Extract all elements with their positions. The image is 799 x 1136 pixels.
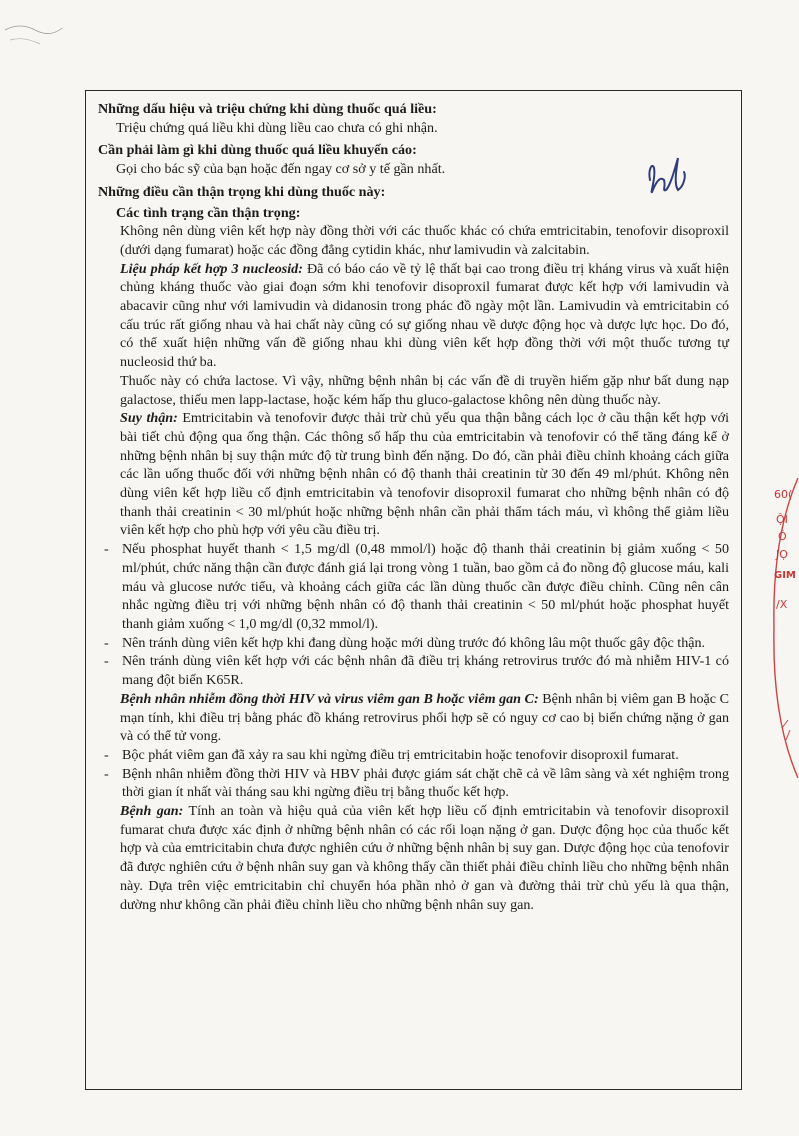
- bullet-marker: -: [104, 653, 109, 670]
- renal-text: Emtricitabin và tenofovir được thải trừ chủ yếu qua thận bằng cách lọc ở cầu thận kết hợp với bài tiết chủ động qua ống thận. Các thông số hấp thu của emtricitabin và tenofovir có thể tăng đáng kể ở những bệnh nhân bị suy thận mức độ từ trung bình đến nặng. Do đó, cần phải điều chỉnh khoảng cách giữa các lần uống thuốc đối với những bệnh nhân có độ thanh thải creatinin từ 30 đến 49 ml/phút. Không nên dùng viên kết hợp liều cố định emtricitabin và tenofovir disoproxil fumarat cho những bệnh nhân có độ thanh thải creatinin < 30 ml/phút hoặc những bệnh nhân cần phải thẩm tách máu, vì không thể giảm liều viên kết hợp cho phù hợp với yêu cầu điều trị.: [120, 410, 730, 539]
- coinfection-paragraph: [98, 690, 729, 746]
- triple-nucleoside-paragraph: [98, 260, 729, 372]
- list-item: [98, 746, 729, 765]
- stamp-line: JỌ: [776, 548, 788, 561]
- overdose-signs-text: Triệu chứng quá liều khi dùng liều cao chưa có ghi nhận.: [116, 119, 438, 136]
- stamp-line: /X: [776, 598, 788, 611]
- coinfection-lead: Bệnh nhân nhiễm đồng thời HIV và virus viêm gan B hoặc viêm gan C:: [120, 690, 539, 707]
- bullet-marker: -: [104, 634, 109, 651]
- list-item: [98, 765, 729, 802]
- renal-bullet-text: Nên tránh dùng viên kết hợp khi đang dùng hoặc mới dùng trước đó không lâu một thuốc gây độc thận.: [122, 634, 706, 651]
- overdose-action-text: Gọi cho bác sỹ của bạn hoặc đến ngay cơ sở y tế gần nhất.: [116, 161, 446, 178]
- overdose-action-heading: Cần phải làm gì khi dùng thuốc quá liều khuyến cáo:: [98, 142, 417, 159]
- list-item: [98, 634, 729, 653]
- red-stamp-edge: [768, 478, 799, 778]
- overdose-signs-heading: Những dấu hiệu và triệu chứng khi dùng thuốc quá liều:: [98, 101, 437, 117]
- renal-lead: Suy thận:: [120, 410, 178, 427]
- coinfection-text: Bệnh nhân bị viêm gan B hoặc C mạn tính, khi điều trị bằng phác đồ kháng retrovirus phối hợp sẽ có nguy cơ cao bị biến chứng nặng ở gan và có thể tử vong.: [120, 690, 730, 745]
- corner-scribble: [0, 0, 90, 60]
- renal-bullet-text: Nên tránh dùng viên kết hợp với các bệnh nhân đã điều trị kháng retrovirus trước đó mà nhiễm HIV-1 có mang đột biến K65R.: [122, 653, 729, 689]
- triple-nucleoside-lead: Liệu pháp kết hợp 3 nucleosid:: [120, 260, 303, 277]
- renal-bullet-text: Nếu phosphat huyết thanh < 1,5 mg/dl (0,48 mmol/l) hoặc độ thanh thải creatinin bị giảm xuống < 50 ml/phút, chức năng thận cần được đánh giá lại trong vòng 1 tuần, bao gồm cả đo nồng độ glucose máu, kali máu và glucose nước tiểu, và khoảng cách giữa các lần dùng thuốc cần được điều chỉnh. Cũng nên cân nhắc ngừng điều trị với những bệnh nhân có độ thanh thải creatinin < 50 ml/phút hoặc phosphat huyết thanh giảm xuống < 1,0 mg/dl (0,32 mmol/l).: [122, 541, 729, 632]
- stamp-line: GIM: [774, 570, 796, 581]
- hepatic-text: Tính an toàn và hiệu quả của viên kết hợp liều cố định emtricitabin và tenofovir disoproxil fumarat chưa được xác định ở những bệnh nhân có các rối loạn nặng ở gan. Dược động học của thuốc kết hợp và của emtricitabin chưa được nghiên cứu ở những bệnh nhân bị suy gan. Dược động học của tenofovir đã được nghiên cứu ở bệnh nhân suy gan và không thấy cần thiết phải điều chỉnh liều cho những bệnh nhân này. Dựa trên việc emtricitabin chỉ chuyển hóa phần nhỏ ở gan và đường thải trừ chủ yếu là qua thận, dường như không cần phải điều chỉnh liều cho những bệnh nhân suy gan.: [120, 803, 729, 913]
- precautions-intro: Không nên dùng viên kết hợp này đồng thời với các thuốc khác có chứa emtricitabin, tenofovir disoproxil (dưới dạng fumarat) hoặc các đồng đẳng cytidin khác, như lamivudin và zalcitabin.: [120, 223, 729, 258]
- renal-paragraph: [98, 409, 729, 540]
- bullet-marker: -: [104, 765, 109, 782]
- hepatic-paragraph: [98, 802, 729, 914]
- hepatic-lead: Bệnh gan:: [120, 803, 184, 820]
- bullet-marker: -: [104, 541, 109, 558]
- coinfection-bullet-text: Bộc phát viêm gan đã xảy ra sau khi ngừng điều trị emtricitabin hoặc tenofovir disoproxil fumarat.: [122, 746, 679, 763]
- coinfection-bullet-text: Bệnh nhân nhiễm đồng thời HIV và HBV phải được giám sát chặt chẽ cả về lâm sàng và xét nghiệm trong thời gian ít nhất vài tháng sau khi ngừng điều trị bằng thuốc kết hợp.: [122, 765, 729, 801]
- lactose-paragraph: Thuốc này có chứa lactose. Vì vậy, những bệnh nhân bị các vấn đề di truyền hiếm gặp như bất dung nạp galactose, thiếu men lapp-lactase, hoặc kém hấp thu gluco-galactose không nên dùng thuốc này.: [120, 372, 729, 408]
- triple-nucleoside-text: Đã có báo cáo về tỷ lệ thất bại cao trong điều trị kháng virus và xuất hiện chủng kháng thuốc vào giai đoạn sớm khi tenofovir disoproxil fumarat được kết hợp với lamivudin và abacavir cũng như với lamivudin và didanosin trong phác đồ ngày một lần. Lamivudin và emtricitabin có cấu trúc rất giống nhau và hai chất này cũng có sự giống nhau về dược động học và dược lực học. Do đó, có thể xuất hiện những vấn đề giống nhau khi dùng viên kết hợp đồng thời với một thuốc tương tự nucleosid thứ ba.: [120, 260, 729, 371]
- bullet-marker: -: [104, 746, 109, 763]
- document-content-box: [85, 90, 742, 1090]
- stamp-line: 60(: [774, 488, 793, 501]
- list-item: [98, 652, 729, 689]
- precautions-heading: Những điều cần thận trọng khi dùng thuốc này:: [98, 183, 386, 200]
- stamp-line: Ô: [778, 530, 787, 543]
- list-item: [98, 540, 729, 634]
- stamp-line: ỘI: [776, 513, 788, 526]
- precautions-subheading: Các tình trạng cần thận trọng:: [116, 204, 301, 221]
